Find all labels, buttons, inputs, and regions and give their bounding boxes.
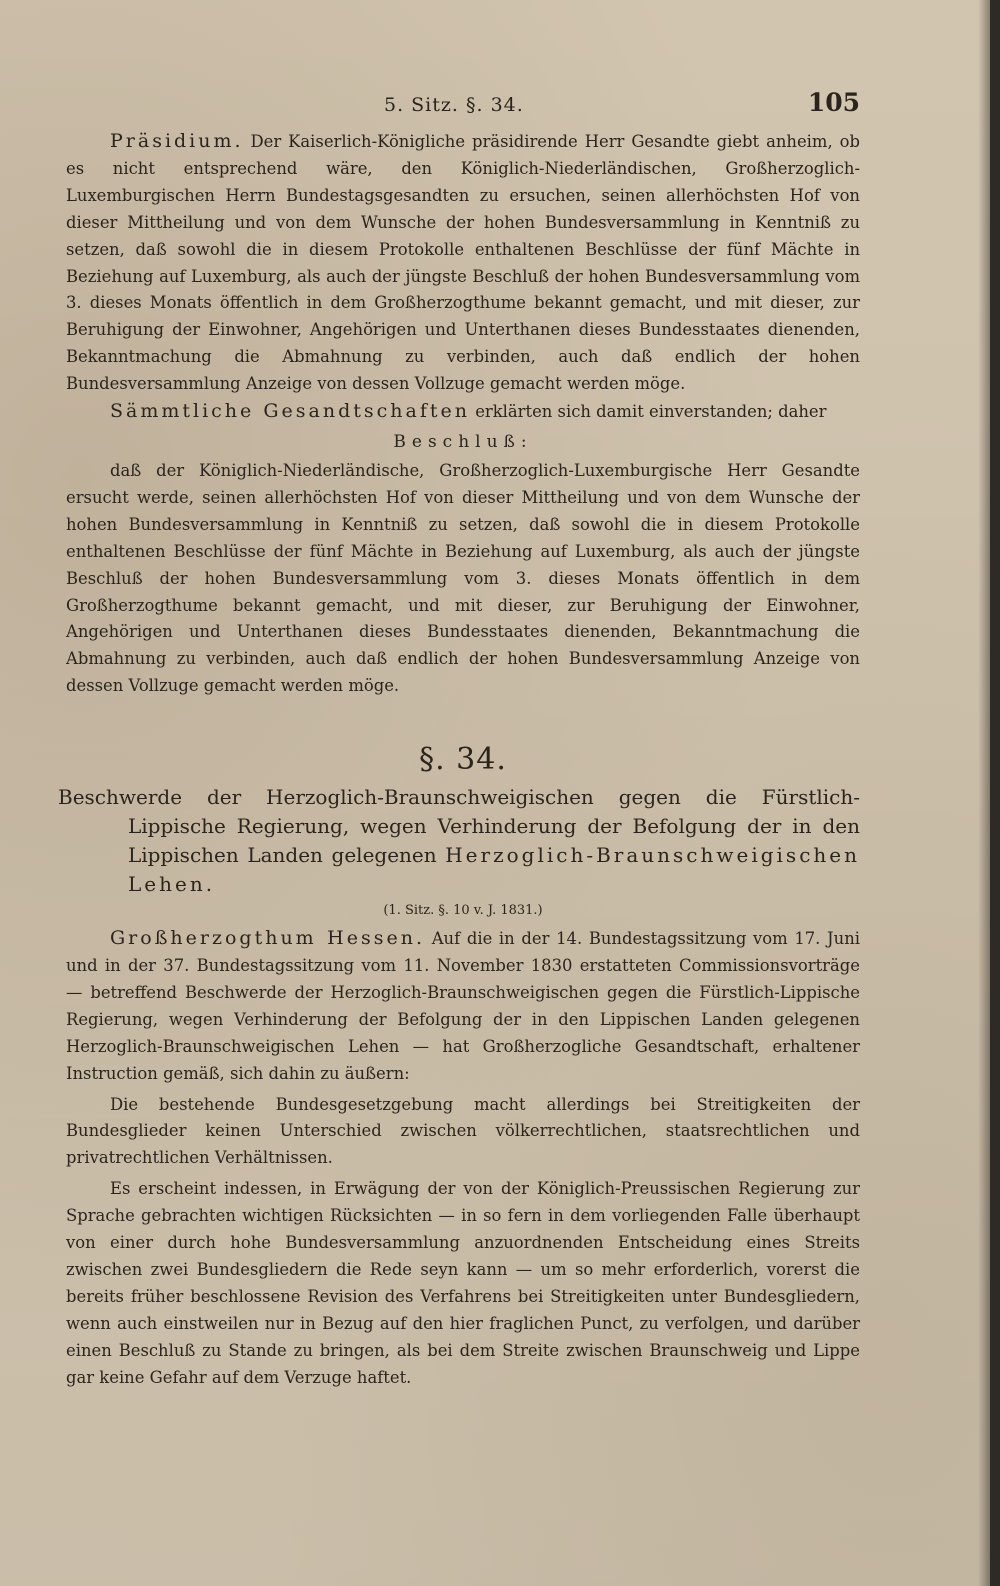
paragraph-text: Auf die in der 14. Bundestagssitzung vom 17. Juni und in der 37. Bundestagssitzung vom 11. November 1830 erstatteten Commissionsvorträge — betreffend Beschwerde der Herzoglich-Braunschweigischen gegen die Fürstlich-Lippische Regierung, wegen Verhinderung der Befolgung der in den Lippischen Landen gelegenen Herzoglich-Braunschweigischen Lehen — hat Großherzogliche Gesandtschaft, erhaltener Instruction gemäß, sich dahin zu äußern:: [66, 929, 860, 1083]
paragraph-bundesgesetzgebung: Die bestehende Bundesgesetzgebung macht allerdings bei Streitigkeiten der Bundesglieder keinen Unterschied zwischen völkerrechtlichen, staatsrechtlichen und privatrechtlichen Verhältnissen.: [66, 1094, 860, 1168]
beschluss-heading: Beschluß:: [393, 431, 533, 452]
speaker-hessen: Großherzogthum Hessen.: [110, 927, 426, 950]
paragraph-text: erklärten sich damit einverstanden; daher: [475, 402, 827, 422]
page-number: 105: [807, 88, 860, 117]
section-reference: (1. Sitz. §. 10 v. J. 1831.): [383, 903, 543, 919]
paragraph-praesidium: [66, 128, 860, 398]
section-title: [58, 783, 860, 899]
paragraph-erwaegung: Es erscheint indessen, in Erwägung der von der Königlich-Preussischen Regierung zur Sprache gebrachten wichtigen Rücksichten — in so fern in dem vorliegenden Falle überhaupt von einer durch hohe Bundesversammlung anzuordnenden Entscheidung eines Streits zwischen zwei Bundesgliedern die Rede seyn kann — um so mehr erforderlich, vorerst die bereits früher beschlossene Revision des Verfahrens bei Streitigkeiten unter Bundesgliedern, wenn auch einstweilen nur in Bezug auf den hier fraglichen Punct, zu verfolgen, und darüber einen Beschluß zu Stande zu bringen, als bei dem Streite zwischen Braunschweig und Lippe gar keine Gefahr auf dem Verzuge haftet.: [66, 1179, 860, 1387]
paragraph-beschluss: daß der Königlich-Niederländische, Großherzoglich-Luxemburgische Herr Gesandte ersucht werde, seinen allerhöchsten Hof von dieser Mittheilung und von dem Wunsche der hohen Bundesversammlung in Kenntniß zu setzen, daß sowohl die in diesem Protokolle enthaltenen Beschlüsse der fünf Mächte in Beziehung auf Luxemburg, als auch der jüngste Beschluß der hohen Bundesversammlung vom 3. dieses Monats öffentlich in dem Großherzogthume bekannt gemacht, und mit dieser, zur Beruhigung der Einwohner, Angehörigen und Unterthanen dieses Bundesstaates dienenden, Bekanntmachung die Abmahnung zu verbinden, auch daß endlich der hohen Bundesversammlung Anzeige von dessen Vollzuge gemacht werden möge.: [66, 460, 860, 696]
paragraph-hessen: [66, 925, 860, 1087]
running-head-title: 5. Sitz. §. 34.: [384, 94, 524, 116]
speaker-praesidium: Präsidium.: [110, 130, 244, 152]
paragraph-text: Der Kaiserlich-Königliche präsidirende Herr Gesandte giebt anheim, ob es nicht entsprechend wäre, den Königlich-Niederländischen, Großherzoglich-Luxemburgischen Herrn Bundestagsgesandten zu ersuchen, seinen allerhöchsten Hof von dieser Mittheilung und von dem Wunsche der hohen Bundesversammlung in Kenntniß zu setzen, daß sowohl die in diesem Protokolle enthaltenen Beschlüsse der fünf Mächte in Beziehung auf Luxemburg, als auch der jüngste Beschluß der hohen Bundesversammlung vom 3. dieses Monats öffentlich in dem Großherzogthume bekannt gemacht, und mit dieser, zur Beruhigung der Einwohner, Angehörigen und Unterthanen dieses Bundesstaates dienenden, Bekanntmachung die Abmahnung zu verbinden, auch daß endlich der hohen Bundesversammlung Anzeige von dessen Vollzuge gemacht werden möge.: [66, 132, 860, 394]
running-head: [66, 88, 860, 128]
section-title-text: Beschwerde der Herzoglich-Braunschweigischen gegen die Fürstlich-Lippische Regierung, wegen Verhinderung der Befolgung der in den Lippischen Landen gelegenen: [58, 785, 860, 868]
speaker-gesandtschaften: Sämmtliche Gesandtschaften: [110, 400, 470, 423]
paragraph-gesandtschaften: [66, 398, 860, 426]
section-title-spaced: Herzoglich-Braunschweigischen Lehen.: [128, 843, 860, 897]
section-number: §. 34.: [419, 742, 507, 778]
